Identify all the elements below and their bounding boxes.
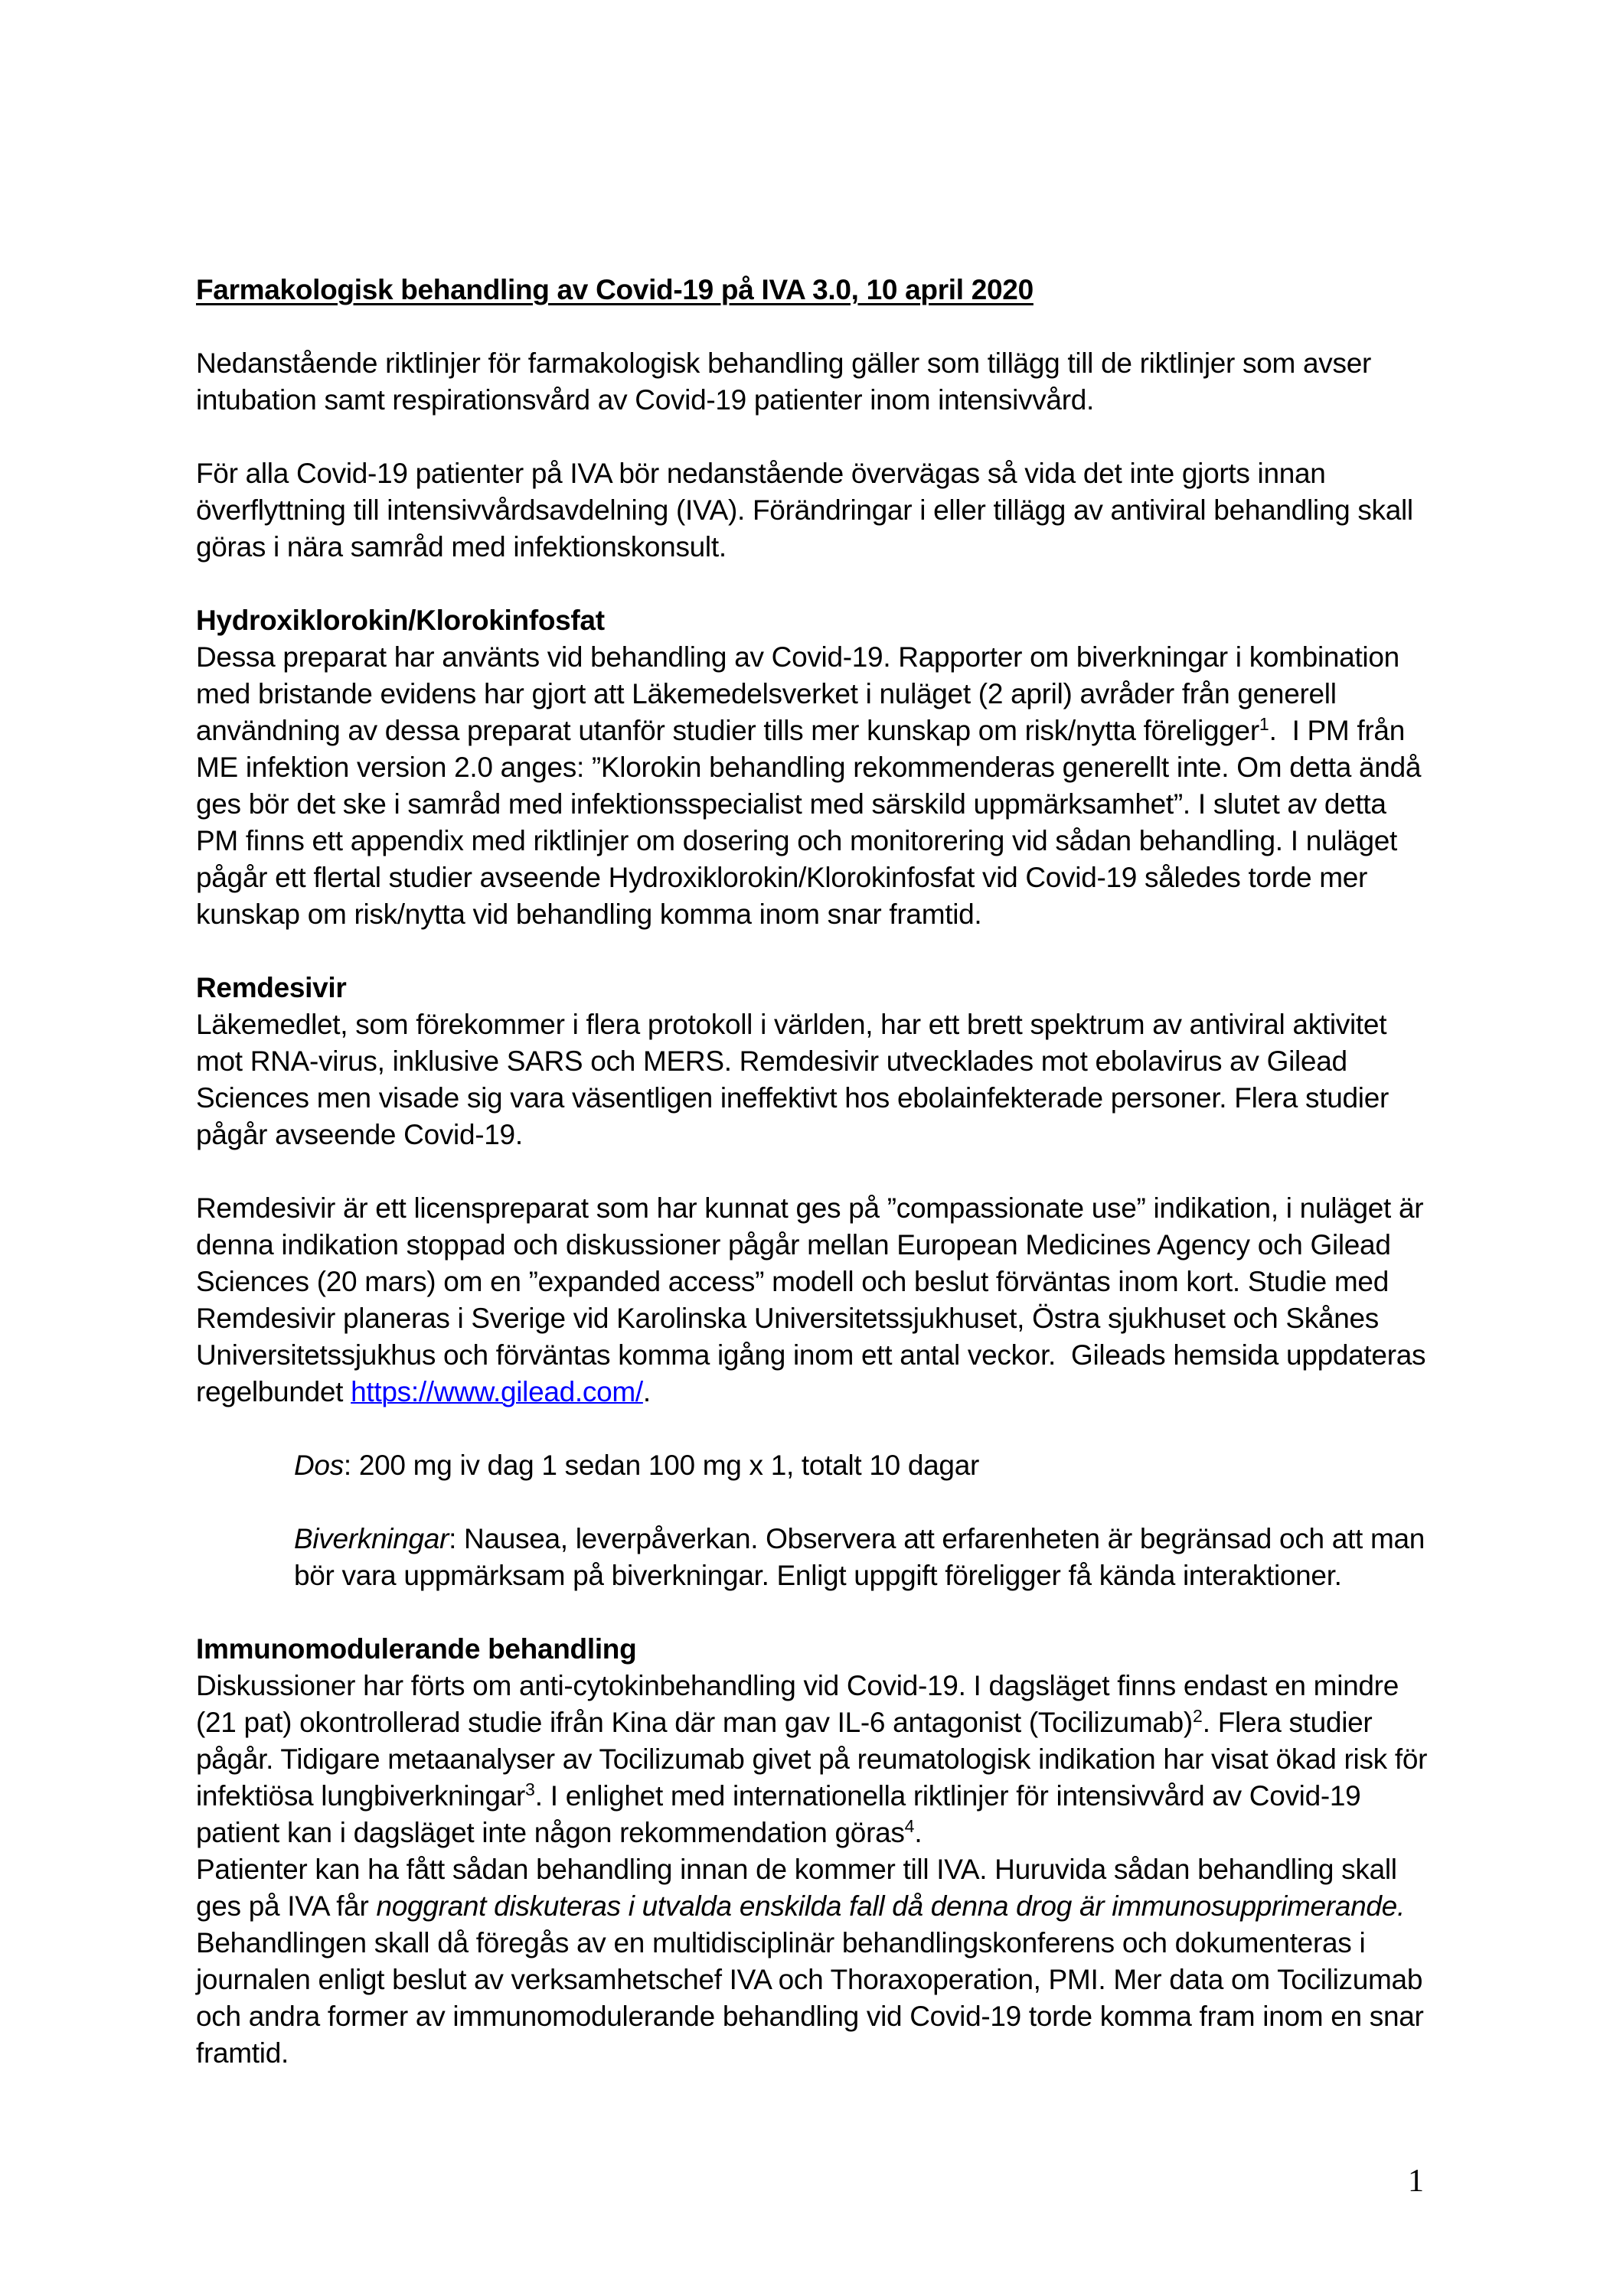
text-run: Nedanstående riktlinjer för farmakologisk behandling gäller som tillägg till de riktlinjer som avser intubation samt respirationsvård av Covid-19 patienter inom intensivvård. [196, 347, 1379, 416]
text-run: Patienter kan ha fått sådan behandling innan de kommer till IVA. Huruvida sådan behandling skall ges på IVA får [196, 1854, 1405, 1922]
section-heading: Immunomodulerande behandling [196, 1633, 637, 1665]
footnote-ref: 1 [1259, 714, 1269, 735]
paragraph [196, 1668, 1435, 1851]
text-run: Läkemedlet, som förekommer i flera protokoll i världen, har ett brett spektrum av antiviral aktivitet mot RNA-virus, inklusive SARS och MERS. Remdesivir utvecklades mot ebolavirus av Gilead Sciences men visade sig vara väsentligen ineffektivt hos ebolainfekterade personer. Flera studier pågår avseende Covid-19. [196, 1009, 1396, 1150]
document-body [196, 308, 1435, 2072]
paragraph [196, 1190, 1434, 1411]
paragraph [196, 1521, 1433, 1594]
footnote-ref: 3 [525, 1779, 535, 1800]
page-number: 1 [1408, 2164, 1424, 2199]
section-heading: Hydroxiklorokin/Klorokinfosfat [196, 605, 605, 636]
text-run: Dessa preparat har använts vid behandling av Covid-19. Rapporter om biverkningar i kombination med bristande evidens har gjort att Läkemedelsverket i nuläget (2 april) avråder från generell användning av dessa preparat utanför studier tills mer kunskap om risk/nytta föreligger [196, 641, 1407, 746]
paragraph [196, 345, 1429, 419]
text-run: . [642, 1376, 651, 1407]
paragraph [196, 639, 1429, 933]
text-run: Behandlingen skall då föregås av en multidisciplinär behandlingskonferens och dokumenteras i journalen enligt beslut av verksamhetschef IVA och Thoraxoperation, PMI. Mer data om Tocilizumab och andra former av immunomodulerande behandling vid Covid-19 torde komma fram inom en snar framtid. [196, 1890, 1432, 2069]
text-run: För alla Covid-19 patienter på IVA bör nedanstående övervägas så vida det inte gjorts innan överflyttning till intensivvårdsavdelning (IVA). Förändringar i eller tillägg av antiviral behandling skall göras i nära samråd med infektionskonsult. [196, 458, 1421, 563]
text-run: . I PM från ME infektion version 2.0 anges: ”Klorokin behandling rekommenderas generellt inte. Om detta ändå ges bör det ske i samråd med infektionsspecialist med särskild uppmärksamhet”. I slutet av detta PM finns ett appendix med riktlinjer om dosering och monitorering vid sådan behandling. I nuläget pågår ett flertal studier avseende Hydroxiklorokin/Klorokinfosfat vid Covid-19 således torde mer kunskap om risk/nytta vid behandling komma inom snar framtid. [196, 715, 1429, 930]
blank-line [196, 419, 1429, 455]
paragraph [196, 1447, 1429, 1484]
blank-line [196, 566, 1429, 602]
blank-line [196, 308, 1429, 345]
text-run: . [914, 1817, 923, 1848]
text-run: Diskussioner har förts om anti-cytokinbehandling vid Covid-19. I dagsläget finns endast en mindre (21 pat) okontrollerad studie ifrån Kina där man gav IL-6 antagonist (Tocilizumab) [196, 1670, 1406, 1738]
text-run: : 200 mg iv dag 1 sedan 100 mg x 1, totalt 10 dagar [343, 1450, 979, 1481]
blank-line [196, 1411, 1429, 1447]
blank-line [196, 933, 1429, 970]
document-title: Farmakologisk behandling av Covid-19 på IVA 3.0, 10 april 2020 [196, 274, 1034, 305]
paragraph [196, 455, 1429, 566]
text-run: Remdesivir är ett licenspreparat som har kunnat ges på ”compassionate use” indikation, i nuläget är denna indikation stoppad och diskussioner pågår mellan European Medicines Agency och Gilead Sciences (20 mars) om en ”expanded access” modell och beslut förväntas inom kort. Studie med Remdesivir planeras i Sverige vid Karolinska Universitetssjukhuset, Östra sjukhuset och Skånes Universitetssjukhus och förväntas komma igång inom ett antal veckor. Gileads hemsida uppdateras regelbundet [196, 1192, 1434, 1407]
text-run: : Nausea, leverpåverkan. Observera att erfarenheten är begränsad och att man bör vara uppmärksam på biverkningar. Enligt uppgift föreligger få kända interaktioner. [294, 1523, 1433, 1591]
blank-line [196, 1594, 1429, 1631]
text-run: Dos [294, 1450, 344, 1481]
text-run: . I enlighet med internationella riktlinjer för intensivvård av Covid-19 patient kan i dagsläget inte någon rekommendation göras [196, 1780, 1369, 1848]
footnote-ref: 4 [904, 1816, 915, 1837]
blank-line [196, 1153, 1429, 1190]
section-heading: Remdesivir [196, 972, 347, 1003]
text-run: Biverkningar [294, 1523, 449, 1554]
footnote-ref: 2 [1192, 1706, 1203, 1727]
paragraph [196, 1006, 1429, 1153]
paragraph [196, 1851, 1432, 2072]
blank-line [196, 1484, 1429, 1521]
document-content [196, 272, 1435, 2072]
text-run: . Flera studier pågår. Tidigare metaanalyser av Tocilizumab givet på reumatologisk indikation har visat ökad risk för infektiösa lungbiverkningar [196, 1707, 1435, 1812]
text-run: noggrant diskuteras i utvalda enskilda fall då denna drog är immunosupprimerande. [376, 1890, 1405, 1922]
gilead-link[interactable]: https://www.gilead.com/ [351, 1376, 643, 1407]
